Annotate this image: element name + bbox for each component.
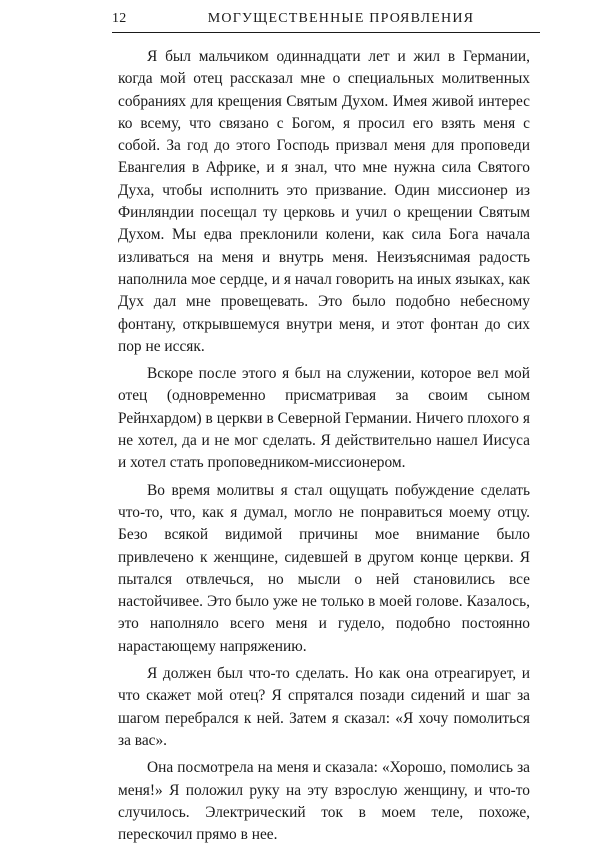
page-header bbox=[112, 10, 540, 32]
page-number: 12 bbox=[112, 11, 127, 26]
paragraph-3: Во время молитвы я стал ощущать побуждение сделать что-то, что, как я думал, могло не понравиться моему отцу. Безо всякой видимой причины мое внимание было привлечено к женщине, сидевшей в другом конце церкви. Я пытался отвлечься, но мысли о ней становились все настойчивее. Это было уже не только в моей голове. Казалось, это наполняло всего меня и гудело, подобно постоянно нарастающему напряжению. bbox=[118, 481, 530, 655]
running-head: МОГУЩЕСТВЕННЫЕ ПРОЯВЛЕНИЯ bbox=[207, 11, 475, 26]
paragraph-2: Вскоре после этого я был на служении, которое вел мой отец (одновременно присматривая за своим сыном Рейнхардом) в церкви в Северной Германии. Ничего плохого я не хотел, да и не мог сделать. Я действительно нашел Иисуса и хотел стать проповедником-миссионером. bbox=[118, 365, 530, 472]
paragraph-1: Я был мальчиком одиннадцати лет и жил в Германии, когда мой отец рассказал мне о специальных молитвенных собраниях для крещения Святым Духом. Имея живой интерес ко всему, что связано с Богом, я просил его взять меня с собой. За год до этого Господь призвал меня для проповеди Евангелия в Африке, и я знал, что мне нужна сила Святого Духа, чтобы исполнить это призвание. Один миссионер из Финляндии посещал ту церковь и учил о крещении Святым Духом. Мы едва преклонили колени, как сила Бога начала изливаться на меня и внутрь меня. Неизъяснимая радость наполнила мое сердце, и я начал говорить на иных языках, как Дух дал мне провещевать. Это было подобно небесному фонтану, открывшемуся внутри меня, и этот фонтан до сих пор не иссяк. bbox=[118, 48, 530, 355]
header-rule bbox=[112, 32, 540, 33]
body-text bbox=[118, 38, 530, 851]
paragraph-4: Я должен был что-то сделать. Но как она отреагирует, и что скажет мой отец? Я спрятался позади сидений и шаг за шагом перебрался к ней. Затем я сказал: «Я хочу помолиться за вас». bbox=[118, 665, 530, 749]
paragraph-5: Она посмотрела на меня и сказала: «Хорошо, помолись за меня!» Я положил руку на эту взрослую женщину, и что-то случилось. Электрический ток в моем теле, похоже, перескочил прямо в нее. bbox=[118, 759, 530, 844]
